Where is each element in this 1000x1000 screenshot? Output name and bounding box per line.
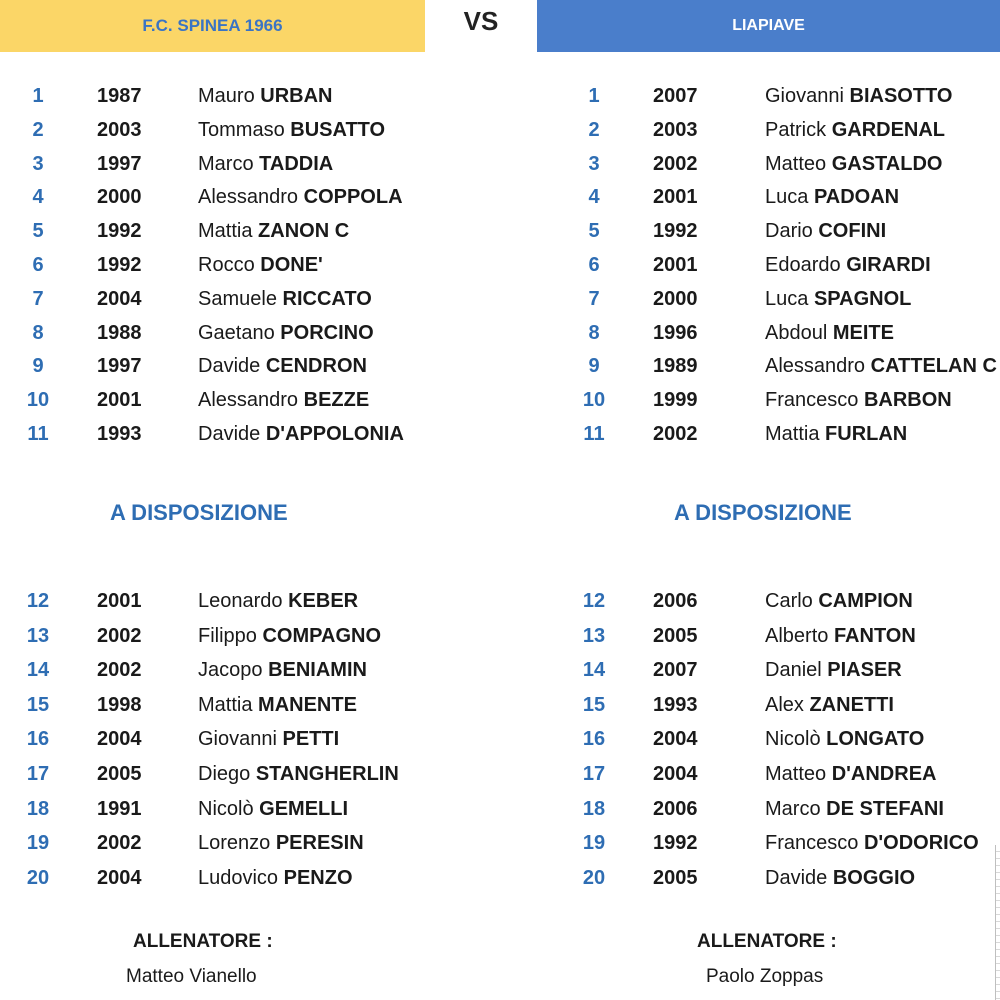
player-last-name: D'ANDREA — [831, 763, 937, 785]
player-first-name: Davide — [765, 866, 828, 889]
birth-year: 2003 — [653, 118, 698, 141]
away-coach-label: ALLENATORE : — [697, 931, 837, 952]
player-last-name: D'APPOLONIA — [265, 423, 404, 445]
versus-label: VS — [463, 6, 499, 36]
player-name — [765, 180, 899, 214]
player-last-name: GEMELLI — [259, 797, 349, 820]
birth-year: 2001 — [97, 590, 142, 612]
birth-year: 2001 — [97, 389, 142, 412]
player-last-name: CAMPION — [818, 590, 913, 612]
away-player-row — [0, 688, 1000, 722]
player-first-name: Dario — [765, 220, 813, 243]
player-last-name: FURLAN — [825, 423, 908, 445]
birth-year: 2003 — [97, 118, 142, 141]
shirt-number: 16 — [582, 728, 606, 751]
shirt-number: 8 — [588, 321, 600, 344]
shirt-number: 2 — [588, 118, 600, 141]
shirt-number: 3 — [588, 152, 600, 175]
birth-year: 1989 — [653, 355, 698, 378]
shirt-number: 13 — [582, 624, 606, 647]
player-first-name: Matteo — [765, 152, 827, 175]
shirt-number: 19 — [582, 832, 606, 855]
player-first-name: Carlo — [765, 590, 813, 612]
away-subs-title: A DISPOSIZIONE — [674, 500, 852, 525]
player-first-name: Mattia — [198, 220, 253, 243]
away-player-row — [0, 653, 1000, 687]
player-last-name: STANGHERLIN — [255, 763, 399, 785]
player-name — [765, 282, 911, 316]
shirt-number: 15 — [582, 693, 606, 716]
birth-year: 2004 — [653, 728, 698, 751]
player-name — [765, 757, 936, 791]
birth-year: 2007 — [653, 659, 698, 682]
player-first-name: Francesco — [765, 832, 859, 855]
player-last-name: SPAGNOL — [813, 287, 912, 310]
birth-year: 1993 — [97, 423, 142, 445]
player-first-name: Alex — [765, 693, 804, 716]
player-first-name: Patrick — [765, 118, 827, 141]
player-name — [765, 584, 913, 618]
birth-year: 1999 — [653, 389, 698, 412]
player-name — [765, 349, 997, 383]
player-first-name: Daniel — [765, 659, 822, 682]
shirt-number: 18 — [26, 797, 50, 820]
home-coach-name: Matteo Vianello — [126, 966, 257, 987]
shirt-number: 6 — [588, 254, 600, 276]
shirt-number: 15 — [26, 693, 50, 716]
shirt-number: 11 — [583, 423, 605, 445]
shirt-number: 20 — [582, 866, 606, 889]
home-team-header — [0, 0, 425, 52]
player-name — [765, 619, 916, 653]
player-last-name: PIASER — [827, 659, 902, 682]
player-last-name: BARBON — [863, 389, 952, 412]
player-first-name: Filippo — [198, 624, 257, 647]
player-first-name: Mattia — [198, 693, 253, 716]
shirt-number: 11 — [27, 423, 49, 445]
shirt-number: 7 — [588, 287, 600, 310]
player-first-name: Giovanni — [765, 85, 844, 107]
shirt-number: 13 — [26, 624, 50, 647]
player-last-name: PERESIN — [275, 832, 364, 855]
player-last-name: ZANON C — [258, 220, 350, 243]
player-last-name: PORCINO — [280, 321, 374, 344]
player-name — [765, 316, 894, 350]
shirt-number: 19 — [26, 832, 50, 855]
shirt-number: 10 — [26, 389, 50, 412]
player-first-name: Rocco — [198, 254, 255, 276]
birth-year: 1988 — [97, 321, 142, 344]
player-last-name: GARDENAL — [831, 118, 946, 141]
home-subs-title: A DISPOSIZIONE — [110, 500, 288, 525]
player-last-name: COMPAGNO — [262, 624, 381, 647]
birth-year: 1996 — [653, 321, 698, 344]
shirt-number: 1 — [588, 85, 600, 107]
player-last-name: TADDIA — [259, 152, 334, 175]
birth-year: 2001 — [653, 254, 698, 276]
player-first-name: Nicolò — [765, 728, 821, 751]
home-coach-label: ALLENATORE : — [133, 931, 273, 952]
player-last-name: BEZZE — [303, 389, 370, 412]
player-name — [765, 826, 979, 860]
away-player-row — [0, 619, 1000, 653]
player-name — [765, 653, 902, 687]
shirt-number: 5 — [32, 220, 44, 243]
player-first-name: Alessandro — [765, 355, 866, 378]
shirt-number: 17 — [26, 763, 50, 785]
player-last-name: CATTELAN C — [870, 355, 997, 378]
shirt-number: 14 — [26, 659, 50, 682]
player-name — [765, 79, 952, 113]
player-last-name: MANENTE — [258, 693, 357, 716]
shirt-number: 1 — [32, 85, 44, 107]
player-first-name: Giovanni — [198, 728, 277, 751]
shirt-number: 2 — [32, 118, 44, 141]
player-name — [765, 722, 924, 756]
birth-year: 1997 — [97, 355, 142, 378]
away-player-row — [0, 722, 1000, 756]
away-player-row — [0, 757, 1000, 791]
player-name — [765, 113, 945, 147]
away-player-row — [0, 147, 1000, 181]
birth-year: 2006 — [653, 797, 698, 820]
player-first-name: Gaetano — [198, 321, 275, 344]
player-first-name: Abdoul — [765, 321, 828, 344]
player-first-name: Marco — [198, 152, 254, 175]
shirt-number: 7 — [32, 287, 44, 310]
birth-year: 2006 — [653, 590, 698, 612]
birth-year: 2007 — [653, 85, 698, 107]
player-last-name: PENZO — [283, 866, 353, 889]
player-last-name: GASTALDO — [831, 152, 943, 175]
shirt-number: 8 — [32, 321, 44, 344]
shirt-number: 5 — [588, 220, 600, 243]
player-first-name: Jacopo — [198, 659, 263, 682]
birth-year: 2004 — [97, 866, 142, 889]
away-player-row — [0, 79, 1000, 113]
birth-year: 2002 — [653, 152, 698, 175]
player-first-name: Lorenzo — [198, 832, 271, 855]
page-edge-divider — [995, 845, 1000, 1000]
birth-year: 1993 — [653, 693, 698, 716]
player-first-name: Leonardo — [198, 590, 283, 612]
player-first-name: Alberto — [765, 624, 829, 647]
away-player-row — [0, 826, 1000, 860]
birth-year: 1997 — [97, 152, 142, 175]
player-first-name: Luca — [765, 287, 809, 310]
player-first-name: Francesco — [765, 389, 859, 412]
shirt-number: 4 — [32, 186, 44, 209]
player-last-name: MEITE — [832, 321, 894, 344]
player-first-name: Nicolò — [198, 797, 254, 820]
player-last-name: KEBER — [288, 590, 359, 612]
birth-year: 2001 — [653, 186, 698, 209]
player-first-name: Alessandro — [198, 389, 299, 412]
player-name — [765, 383, 952, 417]
birth-year: 1992 — [97, 220, 142, 243]
shirt-number: 10 — [582, 389, 606, 412]
player-name — [765, 147, 942, 181]
player-first-name: Tommaso — [198, 118, 285, 141]
player-last-name: DE STEFANI — [826, 797, 944, 820]
player-last-name: GIRARDI — [846, 254, 931, 276]
player-first-name: Mattia — [765, 423, 820, 445]
player-first-name: Ludovico — [198, 866, 279, 889]
birth-year: 1992 — [653, 832, 698, 855]
birth-year: 2004 — [653, 763, 698, 785]
player-last-name: RICCATO — [282, 287, 372, 310]
player-first-name: Alessandro — [198, 186, 299, 209]
birth-year: 2005 — [653, 624, 698, 647]
away-player-row — [0, 584, 1000, 618]
birth-year: 1992 — [97, 254, 142, 276]
birth-year: 2002 — [97, 659, 142, 682]
shirt-number: 3 — [32, 152, 44, 175]
player-name — [765, 792, 944, 826]
away-player-row — [0, 180, 1000, 214]
player-first-name: Luca — [765, 186, 809, 209]
away-player-row — [0, 282, 1000, 316]
player-last-name: COFINI — [818, 220, 887, 243]
away-player-row — [0, 792, 1000, 826]
player-first-name: Mauro — [198, 85, 255, 107]
player-name — [765, 688, 894, 722]
player-name — [765, 861, 915, 895]
player-last-name: CENDRON — [265, 355, 367, 378]
player-last-name: BENIAMIN — [268, 659, 367, 682]
player-last-name: URBAN — [260, 85, 333, 107]
shirt-number: 20 — [26, 866, 50, 889]
shirt-number: 16 — [26, 728, 50, 751]
player-first-name: Davide — [198, 355, 261, 378]
player-name — [765, 214, 886, 248]
birth-year: 2005 — [653, 866, 698, 889]
player-first-name: Davide — [198, 423, 261, 445]
player-last-name: COPPOLA — [303, 186, 403, 209]
shirt-number: 18 — [582, 797, 606, 820]
home-team-name: F.C. SPINEA 1966 — [142, 16, 283, 35]
player-last-name: D'ODORICO — [863, 832, 979, 855]
shirt-number: 14 — [582, 659, 606, 682]
shirt-number: 9 — [588, 355, 600, 378]
shirt-number: 4 — [588, 186, 600, 209]
player-last-name: PADOAN — [813, 186, 900, 209]
away-player-row — [0, 349, 1000, 383]
away-team-name: LIAPIAVE — [732, 17, 805, 34]
away-player-row — [0, 861, 1000, 895]
player-last-name: BUSATTO — [290, 118, 386, 141]
birth-year: 2002 — [653, 423, 698, 445]
player-first-name: Edoardo — [765, 254, 841, 276]
birth-year: 1998 — [97, 693, 142, 716]
player-last-name: BOGGIO — [832, 866, 916, 889]
away-player-row — [0, 417, 1000, 451]
birth-year: 1991 — [97, 797, 142, 820]
player-last-name: ZANETTI — [809, 693, 894, 716]
away-player-row — [0, 316, 1000, 350]
player-last-name: BIASOTTO — [849, 85, 953, 107]
player-last-name: DONE' — [260, 254, 323, 276]
shirt-number: 9 — [32, 355, 44, 378]
player-name — [765, 248, 931, 282]
away-player-row — [0, 383, 1000, 417]
player-name — [765, 417, 907, 451]
shirt-number: 12 — [582, 590, 606, 612]
away-player-row — [0, 214, 1000, 248]
birth-year: 2000 — [653, 287, 698, 310]
player-first-name: Marco — [765, 797, 821, 820]
shirt-number: 12 — [26, 590, 50, 612]
player-last-name: FANTON — [833, 624, 916, 647]
birth-year: 2004 — [97, 287, 142, 310]
birth-year: 2004 — [97, 728, 142, 751]
birth-year: 2002 — [97, 832, 142, 855]
player-first-name: Samuele — [198, 287, 277, 310]
away-coach-name: Paolo Zoppas — [706, 966, 824, 987]
shirt-number: 6 — [32, 254, 44, 276]
birth-year: 2005 — [97, 763, 142, 785]
away-player-row — [0, 113, 1000, 147]
player-first-name: Diego — [198, 763, 251, 785]
player-last-name: PETTI — [282, 728, 340, 751]
player-last-name: LONGATO — [826, 728, 925, 751]
shirt-number: 17 — [582, 763, 606, 785]
birth-year: 2000 — [97, 186, 142, 209]
birth-year: 2002 — [97, 624, 142, 647]
player-first-name: Matteo — [765, 763, 827, 785]
away-player-row — [0, 248, 1000, 282]
birth-year: 1987 — [97, 85, 142, 107]
birth-year: 1992 — [653, 220, 698, 243]
away-team-header — [537, 0, 1000, 52]
